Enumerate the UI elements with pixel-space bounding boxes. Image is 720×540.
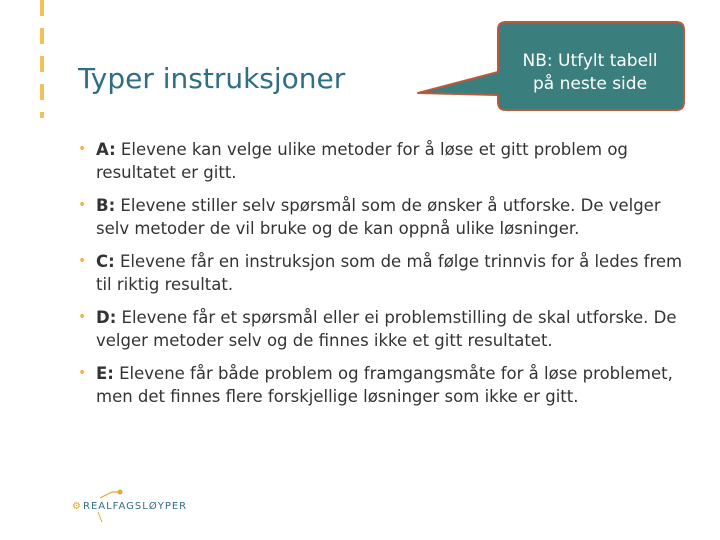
bullet-label: C: (96, 252, 115, 271)
callout-note (500, 38, 680, 108)
logo (72, 488, 202, 524)
callout-line-1: NB: Utfylt tabell (522, 51, 658, 71)
bullet-label: E: (96, 364, 114, 383)
bullet-item-e (78, 362, 688, 408)
bullet-list (78, 138, 688, 418)
bullet-item-b (78, 194, 688, 240)
gear-icon: ⚙ (72, 501, 81, 512)
slide-title: Typer instruksjoner (78, 62, 346, 95)
bullet-text: Elevene får både problem og framgangsmåte for å løse problemet, men det finnes flere forskjellige løsninger som ikke er gitt. (96, 364, 673, 406)
bullet-label: D: (96, 308, 117, 327)
bullet-dot-icon: • (78, 365, 87, 381)
bullet-item-c (78, 250, 688, 296)
callout-line-2: på neste side (532, 74, 648, 94)
bullet-item-a (78, 138, 688, 184)
bullet-text: Elevene stiller selv spørsmål som de ønsker å utforske. De velger selv metoder de vil bruke og de kan oppnå ulike løsninger. (96, 196, 661, 238)
bullet-text: Elevene får en instruksjon som de må følge trinnvis for å ledes frem til riktig resultat. (96, 252, 683, 294)
bullet-dot-icon: • (78, 141, 87, 157)
bullet-label: B: (96, 196, 116, 215)
bullet-text: Elevene får et spørsmål eller ei problemstilling de skal utforske. De velger metoder selv og de finnes ikke et gitt resultatet. (96, 308, 677, 350)
bullet-dot-icon: • (78, 253, 87, 269)
bullet-text: Elevene kan velge ulike metoder for å løse et gitt problem og resultatet er gitt. (96, 140, 628, 182)
logo-text: REALFAGSLØYPER (83, 501, 188, 512)
bullet-dot-icon: • (78, 309, 87, 325)
bullet-item-d (78, 306, 688, 352)
bullet-label: A: (96, 140, 116, 159)
bullet-dot-icon: • (78, 197, 87, 213)
